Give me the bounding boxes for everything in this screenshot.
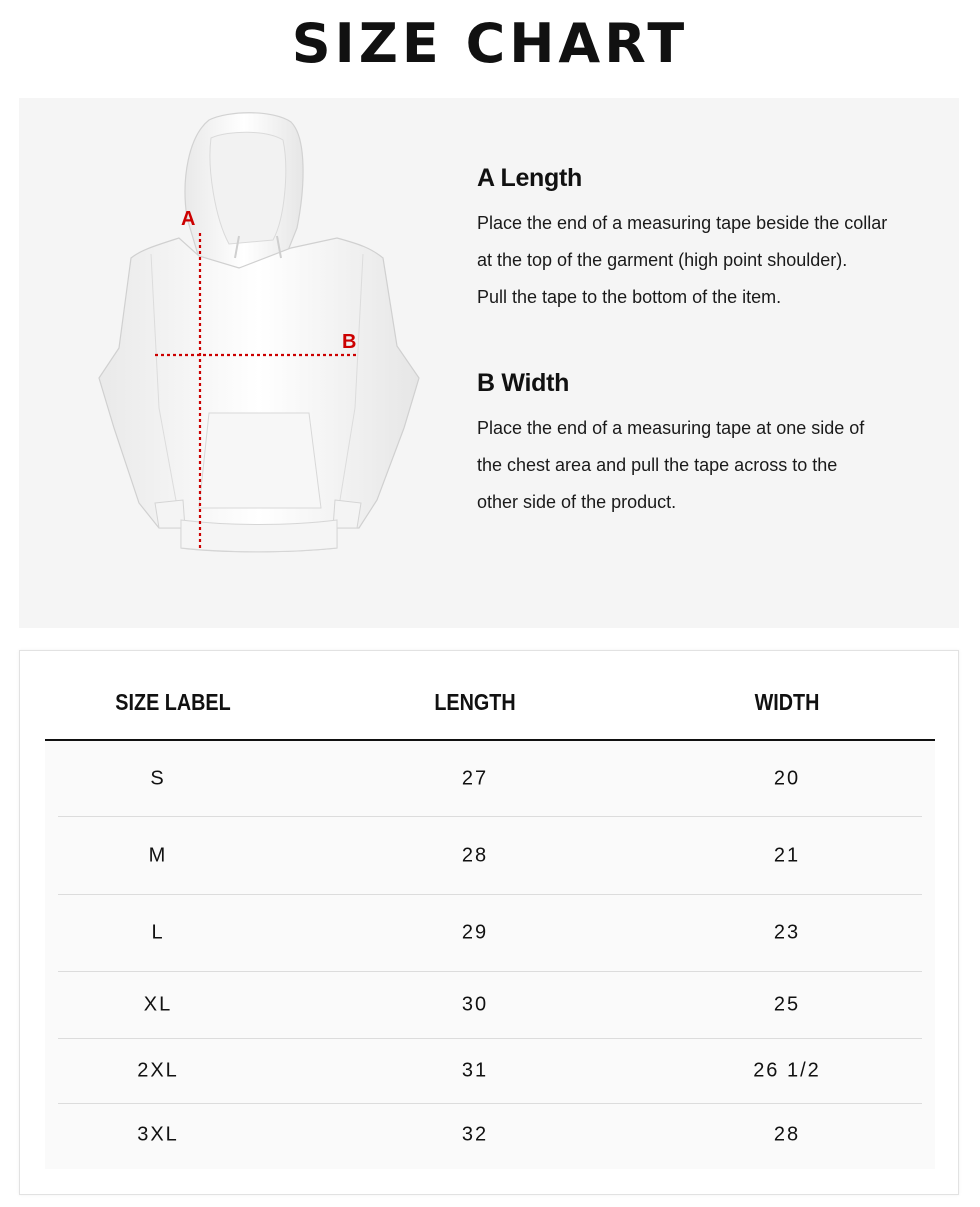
table-row <box>58 817 922 895</box>
length-instruction <box>477 164 947 316</box>
cell-length: 30 <box>461 993 489 1016</box>
cell-length: 28 <box>461 844 489 866</box>
cell-length: 27 <box>461 767 489 789</box>
cell-size: L <box>151 921 165 944</box>
table-row <box>58 1039 922 1104</box>
length-line-2: at the top of the garment (high point shoulder). <box>477 250 848 270</box>
table-body <box>45 741 935 1169</box>
table-row <box>58 895 922 972</box>
table-row <box>58 1104 922 1166</box>
cell-length: 31 <box>461 1059 489 1082</box>
table-row <box>58 972 922 1039</box>
cell-length: 32 <box>461 1123 489 1146</box>
table-header <box>45 651 935 741</box>
hoodie-diagram <box>59 108 429 568</box>
cell-width: 23 <box>773 921 801 944</box>
length-line-3: Pull the tape to the bottom of the item. <box>477 287 782 307</box>
cell-width: 21 <box>773 844 801 866</box>
header-width: WIDTH <box>754 689 820 715</box>
width-line-2: the chest area and pull the tape across to the <box>477 455 838 475</box>
table-row <box>58 741 922 817</box>
cell-width: 26 1/2 <box>753 1059 821 1082</box>
header-length: LENGTH <box>434 689 516 715</box>
cell-width: 25 <box>773 993 801 1016</box>
width-heading: B Width <box>477 369 570 397</box>
length-heading: A Length <box>477 164 582 192</box>
cell-width: 20 <box>773 767 801 789</box>
cell-length: 29 <box>461 921 489 944</box>
label-a: A <box>181 208 196 230</box>
size-table <box>19 650 959 1195</box>
cell-size: XL <box>143 993 173 1016</box>
width-line-1: Place the end of a measuring tape at one side of <box>477 418 865 438</box>
header-size-label: SIZE LABEL <box>115 689 231 715</box>
measurement-guide <box>19 98 959 628</box>
cell-size: S <box>150 767 166 789</box>
pocket-shape <box>199 413 321 508</box>
hoodie-illustration <box>59 108 429 568</box>
cell-width: 28 <box>773 1123 801 1146</box>
cell-size: 3XL <box>137 1123 179 1146</box>
page-title: SIZE CHART <box>291 12 689 75</box>
width-instruction <box>477 369 947 521</box>
cell-size: M <box>148 844 168 866</box>
cell-size: 2XL <box>137 1059 179 1082</box>
width-line-3: other side of the product. <box>477 492 677 512</box>
label-b: B <box>342 331 357 353</box>
length-line-1: Place the end of a measuring tape beside the collar <box>477 213 888 233</box>
